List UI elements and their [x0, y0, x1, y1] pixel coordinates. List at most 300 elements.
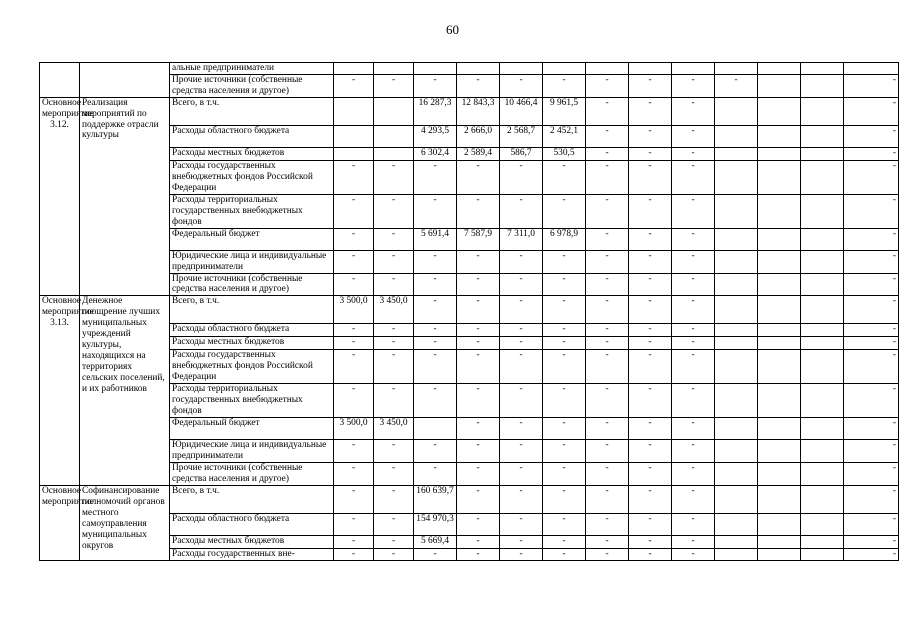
amount-cell: - [586, 194, 629, 228]
amount-cell [500, 63, 543, 75]
amount-cell [715, 250, 758, 273]
budget-table [39, 62, 899, 561]
amount-cell: - [844, 250, 899, 273]
amount-cell: - [500, 548, 543, 560]
amount-cell [758, 463, 801, 486]
amount-cell: - [414, 463, 457, 486]
amount-cell: - [457, 384, 500, 418]
amount-cell: - [672, 273, 715, 296]
amount-cell: - [374, 160, 414, 194]
amount-cell: 2 589,4 [457, 147, 500, 160]
amount-cell: - [586, 384, 629, 418]
amount-cell [758, 194, 801, 228]
amount-cell [758, 440, 801, 463]
amount-cell: - [844, 194, 899, 228]
amount-cell: - [629, 384, 672, 418]
amount-cell: - [586, 535, 629, 548]
amount-cell: - [414, 74, 457, 97]
amount-cell: - [457, 194, 500, 228]
amount-cell: 7 587,9 [457, 228, 500, 250]
amount-cell [801, 273, 844, 296]
amount-cell [758, 513, 801, 535]
amount-cell: 5 691,4 [414, 228, 457, 250]
amount-cell: - [543, 350, 586, 384]
amount-cell: - [672, 548, 715, 560]
amount-cell: 7 311,0 [500, 228, 543, 250]
amount-cell: 5 669,4 [414, 535, 457, 548]
amount-cell: - [672, 228, 715, 250]
amount-cell: - [586, 125, 629, 147]
amount-cell: - [543, 337, 586, 350]
amount-cell: - [457, 296, 500, 324]
measure-label: Основное мероприятие 3.12. [40, 97, 80, 296]
amount-cell: - [543, 548, 586, 560]
amount-cell: - [374, 228, 414, 250]
funding-source: Всего, в т.ч. [170, 97, 334, 125]
amount-cell: - [543, 324, 586, 337]
amount-cell [801, 350, 844, 384]
amount-cell: - [500, 324, 543, 337]
amount-cell: 2 568,7 [500, 125, 543, 147]
amount-cell [758, 324, 801, 337]
amount-cell [715, 324, 758, 337]
amount-cell: - [500, 296, 543, 324]
amount-cell [801, 250, 844, 273]
amount-cell: - [586, 147, 629, 160]
amount-cell [334, 63, 374, 75]
amount-cell: - [672, 125, 715, 147]
amount-cell: - [500, 513, 543, 535]
amount-cell [758, 273, 801, 296]
amount-cell: - [334, 548, 374, 560]
funding-source: Расходы областного бюджета [170, 125, 334, 147]
amount-cell: - [629, 440, 672, 463]
amount-cell [543, 63, 586, 75]
amount-cell [374, 63, 414, 75]
amount-cell: - [334, 194, 374, 228]
amount-cell: - [844, 147, 899, 160]
measure-label: Основное мероприятие 3.13. [40, 296, 80, 486]
amount-cell: - [629, 548, 672, 560]
amount-cell: - [334, 160, 374, 194]
amount-cell: - [414, 337, 457, 350]
amount-cell: - [457, 485, 500, 513]
amount-cell: - [629, 535, 672, 548]
amount-cell: - [414, 194, 457, 228]
amount-cell: - [414, 273, 457, 296]
amount-cell: - [672, 296, 715, 324]
amount-cell: - [672, 194, 715, 228]
amount-cell: - [334, 513, 374, 535]
amount-cell: - [457, 250, 500, 273]
amount-cell [758, 350, 801, 384]
amount-cell: - [586, 160, 629, 194]
amount-cell: - [629, 74, 672, 97]
amount-cell [801, 463, 844, 486]
amount-cell: - [414, 384, 457, 418]
amount-cell [758, 418, 801, 440]
amount-cell: 3 500,0 [334, 418, 374, 440]
amount-cell: - [414, 440, 457, 463]
amount-cell [414, 63, 457, 75]
amount-cell: - [374, 548, 414, 560]
funding-source: Расходы территориальных государственных внебюджетных фондов [170, 384, 334, 418]
amount-cell: - [334, 440, 374, 463]
funding-source: Расходы местных бюджетов [170, 147, 334, 160]
amount-cell: - [629, 160, 672, 194]
amount-cell: - [629, 350, 672, 384]
amount-cell: - [672, 513, 715, 535]
amount-cell [715, 228, 758, 250]
amount-cell: 2 452,1 [543, 125, 586, 147]
amount-cell: - [414, 350, 457, 384]
amount-cell: - [500, 485, 543, 513]
funding-source: Расходы государственных вне- [170, 548, 334, 560]
funding-source: Прочие источники (собственные средства населения и другое) [170, 74, 334, 97]
amount-cell: - [586, 337, 629, 350]
amount-cell: - [586, 513, 629, 535]
amount-cell: - [844, 228, 899, 250]
amount-cell: - [844, 74, 899, 97]
amount-cell: - [457, 74, 500, 97]
measure-label [40, 63, 80, 98]
amount-cell [758, 63, 801, 75]
amount-cell: - [672, 535, 715, 548]
funding-source: Юридические лица и индивидуальные предприниматели [170, 250, 334, 273]
amount-cell: - [844, 350, 899, 384]
amount-cell: 586,7 [500, 147, 543, 160]
amount-cell [801, 97, 844, 125]
amount-cell [758, 548, 801, 560]
amount-cell [758, 147, 801, 160]
amount-cell: 12 843,3 [457, 97, 500, 125]
amount-cell: - [543, 160, 586, 194]
amount-cell: - [844, 463, 899, 486]
amount-cell: - [672, 97, 715, 125]
amount-cell [801, 63, 844, 75]
amount-cell [801, 513, 844, 535]
amount-cell [715, 147, 758, 160]
amount-cell: - [844, 273, 899, 296]
amount-cell: - [629, 324, 672, 337]
amount-cell: - [629, 125, 672, 147]
funding-source: Расходы местных бюджетов [170, 337, 334, 350]
amount-cell: 16 287,3 [414, 97, 457, 125]
funding-source: Расходы местных бюджетов [170, 535, 334, 548]
funding-source: Расходы областного бюджета [170, 513, 334, 535]
amount-cell: - [500, 440, 543, 463]
amount-cell: 530,5 [543, 147, 586, 160]
amount-cell: - [543, 74, 586, 97]
amount-cell: - [500, 463, 543, 486]
amount-cell: - [374, 194, 414, 228]
amount-cell: - [844, 125, 899, 147]
amount-cell [801, 418, 844, 440]
amount-cell: - [334, 250, 374, 273]
amount-cell [715, 337, 758, 350]
amount-cell: - [844, 485, 899, 513]
funding-source: Прочие источники (собственные средства населения и другое) [170, 273, 334, 296]
amount-cell: - [500, 418, 543, 440]
amount-cell: - [586, 97, 629, 125]
amount-cell [758, 535, 801, 548]
amount-cell [715, 535, 758, 548]
amount-cell: 3 450,0 [374, 296, 414, 324]
amount-cell: - [500, 273, 543, 296]
amount-cell: - [457, 418, 500, 440]
table-row [40, 296, 899, 324]
amount-cell: - [334, 384, 374, 418]
amount-cell [715, 485, 758, 513]
funding-source: Федеральный бюджет [170, 418, 334, 440]
amount-cell [672, 63, 715, 75]
amount-cell: - [457, 350, 500, 384]
amount-cell: - [543, 440, 586, 463]
amount-cell: - [414, 250, 457, 273]
amount-cell: - [457, 160, 500, 194]
amount-cell [758, 337, 801, 350]
amount-cell: - [414, 324, 457, 337]
amount-cell [715, 418, 758, 440]
amount-cell: - [629, 463, 672, 486]
amount-cell: - [500, 74, 543, 97]
amount-cell: - [844, 97, 899, 125]
amount-cell: - [374, 337, 414, 350]
amount-cell: - [672, 160, 715, 194]
amount-cell: - [586, 324, 629, 337]
funding-source: Юридические лица и индивидуальные предприниматели [170, 440, 334, 463]
amount-cell: - [629, 250, 672, 273]
amount-cell: - [844, 384, 899, 418]
amount-cell: - [844, 440, 899, 463]
amount-cell: - [672, 463, 715, 486]
funding-source: Расходы государственных внебюджетных фондов Российской Федерации [170, 160, 334, 194]
amount-cell: - [844, 324, 899, 337]
amount-cell: - [457, 535, 500, 548]
amount-cell [374, 125, 414, 147]
measure-name [80, 63, 170, 98]
amount-cell: - [414, 548, 457, 560]
amount-cell: - [629, 147, 672, 160]
amount-cell: - [844, 418, 899, 440]
amount-cell [374, 97, 414, 125]
amount-cell: - [543, 194, 586, 228]
amount-cell: - [374, 463, 414, 486]
amount-cell: - [844, 548, 899, 560]
amount-cell: - [334, 350, 374, 384]
amount-cell [715, 350, 758, 384]
amount-cell [715, 463, 758, 486]
amount-cell: - [543, 463, 586, 486]
funding-source: Расходы государственных внебюджетных фондов Российской Федерации [170, 350, 334, 384]
amount-cell [801, 337, 844, 350]
amount-cell: - [844, 160, 899, 194]
amount-cell: - [629, 97, 672, 125]
amount-cell: - [500, 337, 543, 350]
amount-cell: - [586, 273, 629, 296]
amount-cell: - [715, 74, 758, 97]
table-row [40, 485, 899, 513]
amount-cell: - [672, 147, 715, 160]
amount-cell: 9 961,5 [543, 97, 586, 125]
amount-cell [801, 147, 844, 160]
amount-cell [586, 63, 629, 75]
amount-cell [758, 125, 801, 147]
amount-cell: - [334, 228, 374, 250]
amount-cell: - [586, 485, 629, 513]
funding-source: Всего, в т.ч. [170, 296, 334, 324]
amount-cell [758, 250, 801, 273]
amount-cell: - [457, 548, 500, 560]
amount-cell: 6 302,4 [414, 147, 457, 160]
amount-cell [801, 160, 844, 194]
amount-cell: - [500, 194, 543, 228]
measure-label: Основное мероприятие [40, 485, 80, 560]
amount-cell: - [334, 324, 374, 337]
amount-cell [334, 147, 374, 160]
amount-cell [801, 74, 844, 97]
amount-cell [801, 440, 844, 463]
amount-cell: 154 970,3 [414, 513, 457, 535]
amount-cell: - [457, 324, 500, 337]
amount-cell: - [672, 337, 715, 350]
amount-cell: - [672, 418, 715, 440]
amount-cell: - [586, 296, 629, 324]
amount-cell: - [586, 418, 629, 440]
amount-cell: - [457, 440, 500, 463]
amount-cell: - [629, 337, 672, 350]
amount-cell [715, 513, 758, 535]
amount-cell: - [457, 463, 500, 486]
measure-name: Софинансирование полномочий органов местного самоуправления муниципальных округов [80, 485, 170, 560]
amount-cell: 3 500,0 [334, 296, 374, 324]
amount-cell [715, 296, 758, 324]
amount-cell: - [457, 513, 500, 535]
amount-cell: - [334, 74, 374, 97]
amount-cell [801, 228, 844, 250]
amount-cell: - [543, 296, 586, 324]
amount-cell: - [500, 535, 543, 548]
amount-cell [715, 440, 758, 463]
amount-cell: - [374, 440, 414, 463]
amount-cell: - [334, 485, 374, 513]
amount-cell [801, 384, 844, 418]
funding-source: Расходы областного бюджета [170, 324, 334, 337]
amount-cell [758, 160, 801, 194]
amount-cell [801, 535, 844, 548]
amount-cell [844, 63, 899, 75]
amount-cell [715, 548, 758, 560]
amount-cell [758, 485, 801, 513]
page-number: 60 [446, 22, 459, 37]
amount-cell: 10 466,4 [500, 97, 543, 125]
amount-cell: - [629, 194, 672, 228]
measure-name: Денежное поощрение лучших муниципальных учреждений культуры, находящихся на территориях сельских поселений, и их работников [80, 296, 170, 486]
amount-cell: - [586, 228, 629, 250]
amount-cell: - [374, 273, 414, 296]
amount-cell: - [586, 548, 629, 560]
amount-cell: - [586, 74, 629, 97]
amount-cell: - [629, 296, 672, 324]
amount-cell: - [672, 485, 715, 513]
funding-source: Федеральный бюджет [170, 228, 334, 250]
table-row [40, 63, 899, 75]
amount-cell [334, 97, 374, 125]
amount-cell: - [374, 485, 414, 513]
amount-cell [801, 324, 844, 337]
amount-cell: - [543, 250, 586, 273]
amount-cell: - [586, 463, 629, 486]
amount-cell: - [334, 273, 374, 296]
amount-cell [374, 147, 414, 160]
amount-cell: - [500, 350, 543, 384]
amount-cell [801, 548, 844, 560]
amount-cell: - [629, 485, 672, 513]
amount-cell: 4 293,5 [414, 125, 457, 147]
amount-cell: 2 666,0 [457, 125, 500, 147]
amount-cell: - [844, 513, 899, 535]
amount-cell: - [672, 250, 715, 273]
amount-cell: - [543, 418, 586, 440]
amount-cell: - [414, 296, 457, 324]
amount-cell: - [374, 250, 414, 273]
amount-cell [715, 97, 758, 125]
table-row [40, 97, 899, 125]
amount-cell [715, 160, 758, 194]
amount-cell: - [414, 160, 457, 194]
amount-cell: - [629, 228, 672, 250]
amount-cell [715, 125, 758, 147]
amount-cell [715, 273, 758, 296]
amount-cell: - [374, 513, 414, 535]
amount-cell: - [374, 74, 414, 97]
amount-cell: - [672, 384, 715, 418]
amount-cell: - [374, 384, 414, 418]
amount-cell: - [629, 273, 672, 296]
amount-cell: - [672, 350, 715, 384]
amount-cell: - [334, 535, 374, 548]
amount-cell: - [672, 440, 715, 463]
amount-cell [334, 125, 374, 147]
amount-cell: - [543, 513, 586, 535]
amount-cell: - [629, 513, 672, 535]
amount-cell [457, 63, 500, 75]
amount-cell: 6 978,9 [543, 228, 586, 250]
amount-cell [801, 485, 844, 513]
amount-cell [414, 418, 457, 440]
amount-cell: - [500, 160, 543, 194]
amount-cell: - [543, 485, 586, 513]
amount-cell: - [586, 440, 629, 463]
amount-cell: - [672, 74, 715, 97]
amount-cell [758, 296, 801, 324]
amount-cell: - [500, 384, 543, 418]
amount-cell [715, 194, 758, 228]
amount-cell: - [374, 324, 414, 337]
amount-cell: 160 639,7 [414, 485, 457, 513]
amount-cell: - [672, 324, 715, 337]
amount-cell: - [334, 337, 374, 350]
amount-cell: - [374, 535, 414, 548]
amount-cell [758, 228, 801, 250]
amount-cell: - [629, 418, 672, 440]
amount-cell: 3 450,0 [374, 418, 414, 440]
amount-cell [715, 63, 758, 75]
amount-cell: - [844, 337, 899, 350]
amount-cell [758, 384, 801, 418]
amount-cell: - [844, 296, 899, 324]
amount-cell: - [586, 350, 629, 384]
